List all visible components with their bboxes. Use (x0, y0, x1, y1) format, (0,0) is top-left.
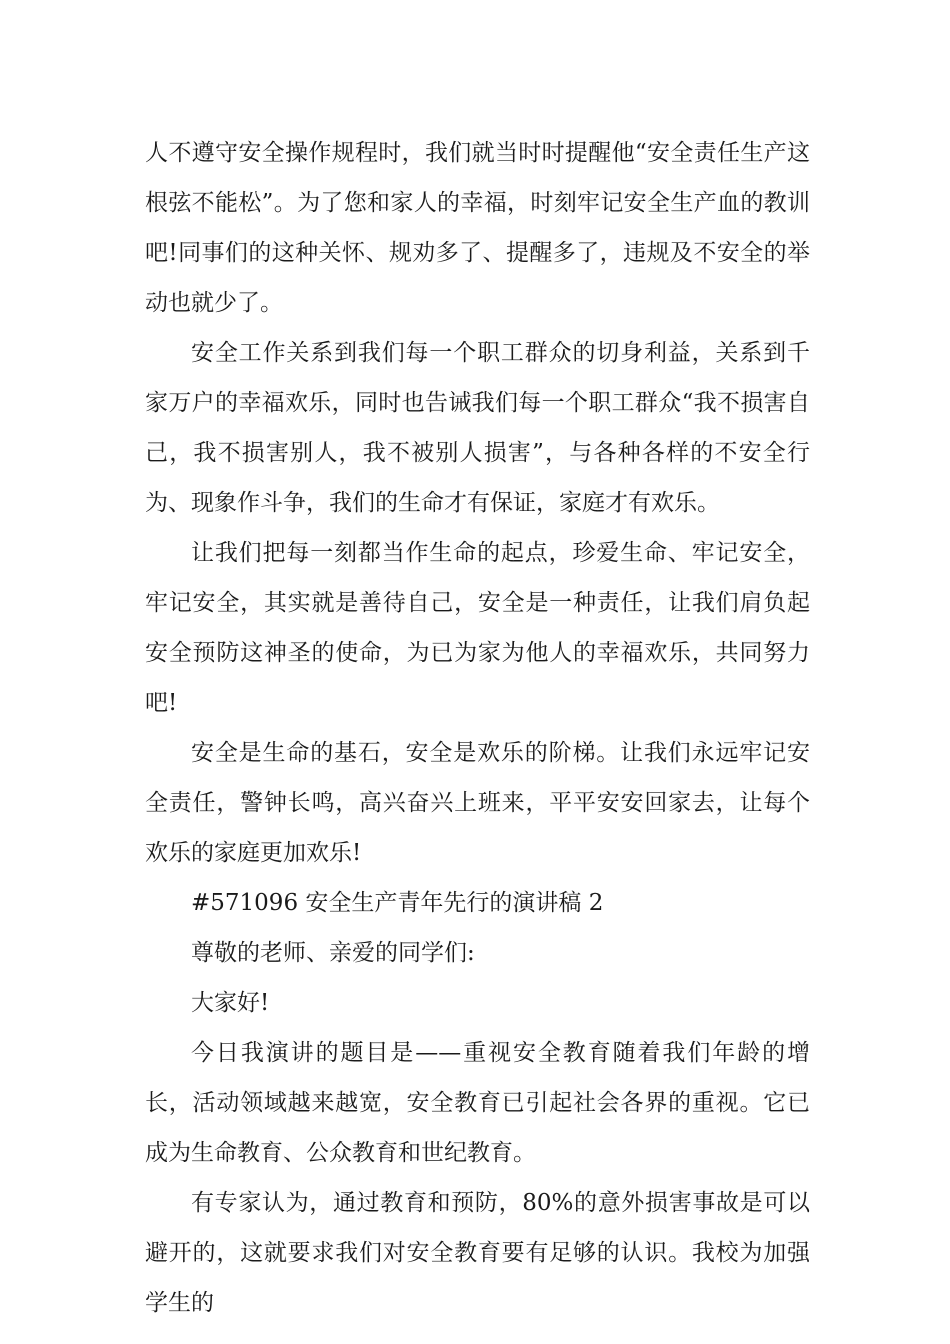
salutation: 尊敬的老师、亲爱的同学们: (191, 940, 475, 966)
paragraph-4: 安全是生命的基石，安全是欢乐的阶梯。让我们永远牢记安全责任，警钟长鸣，高兴奋兴上班来，平平安安回家去，让每个欢乐的家庭更加欢乐! (145, 740, 810, 866)
paragraph-9: 有专家认为，通过教育和预防，80%的意外损害事故是可以避开的，这就要求我们对安全教育要有足够的认识。我校为加强学生的 (145, 1190, 810, 1316)
speech-heading: #571096 安全生产青年先行的演讲稿 2 (191, 890, 604, 916)
document-body (145, 128, 810, 1328)
paragraph-8: 今日我演讲的题目是——重视安全教育随着我们年龄的增长，活动领域越来越宽，安全教育已引起社会各界的重视。它已成为生命教育、公众教育和世纪教育。 (145, 1040, 810, 1166)
greeting: 大家好! (191, 990, 270, 1016)
paragraph-3: 让我们把每一刻都当作生命的起点，珍爱生命、牢记安全，牢记安全，其实就是善待自己，安全是一种责任，让我们肩负起安全预防这神圣的使命，为已为家为他人的幸福欢乐，共同努力吧! (145, 540, 810, 716)
paragraph-2: 安全工作关系到我们每一个职工群众的切身利益，关系到千家万户的幸福欢乐，同时也告诫我们每一个职工群众“我不损害自己，我不损害别人，我不被别人损害”，与各种各样的不安全行为、现象作斗争，我们的生命才有保证，家庭才有欢乐。 (145, 340, 810, 516)
paragraph-1: 人不遵守安全操作规程时，我们就当时时提醒他“安全责任生产这根弦不能松”。为了您和家人的幸福，时刻牢记安全生产血的教训吧!同事们的这种关怀、规劝多了、提醒多了，违规及不安全的举动也就少了。 (145, 140, 810, 316)
